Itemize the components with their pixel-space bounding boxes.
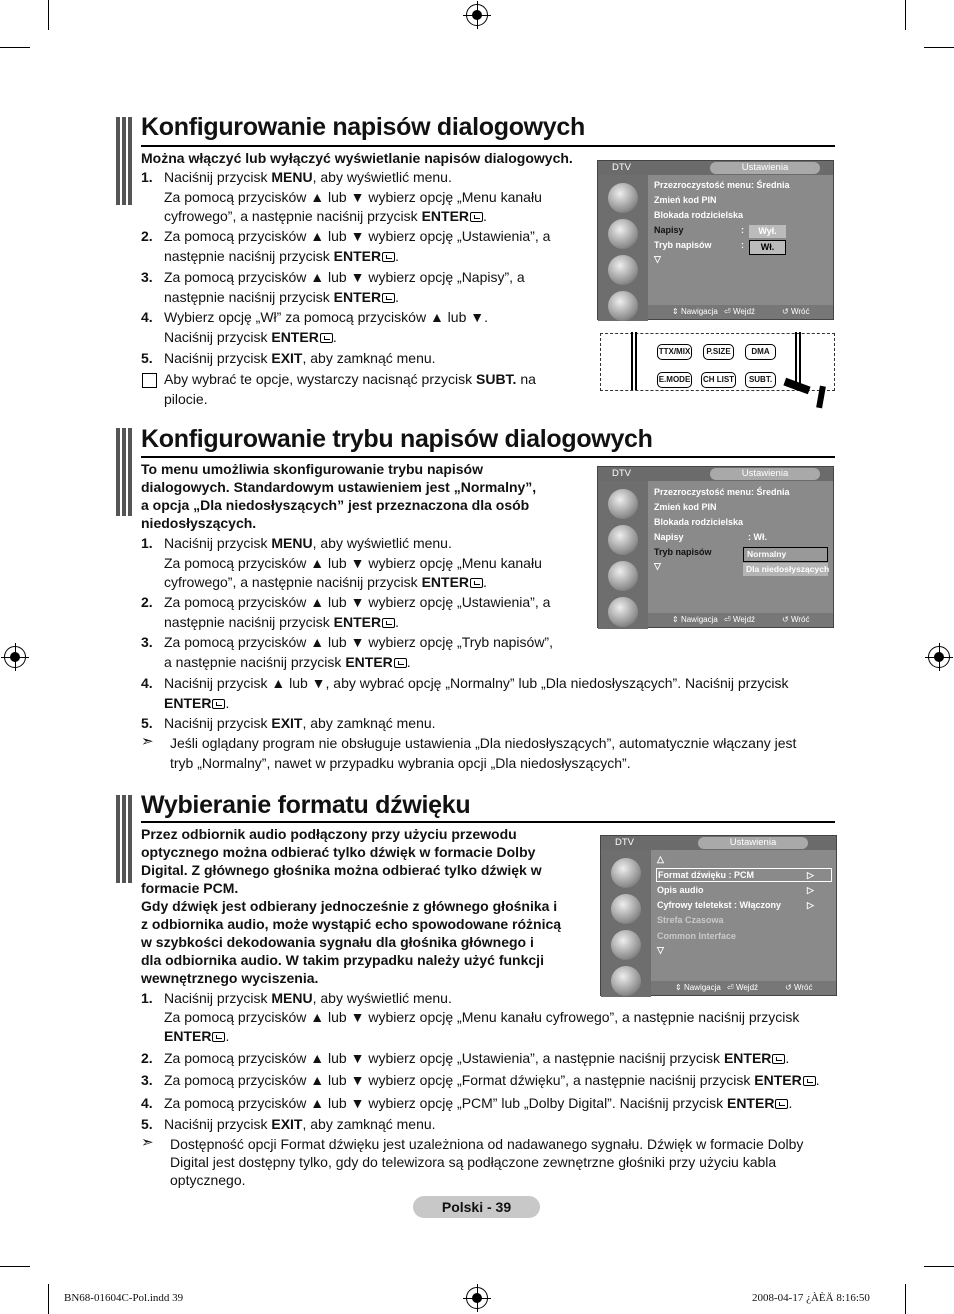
separator: : [741,240,744,250]
enter-icon [470,578,483,588]
menu-row[interactable]: Opis audio [657,885,704,895]
submenu-arrow-icon: ▷ [807,885,814,895]
menu-row-sound-format[interactable]: Format dźwięku : PCM [656,868,832,882]
crop-mark [905,1284,906,1314]
menu-row-disabled: Strefa Czasowa [657,915,724,925]
back-hint: ↺ Wróć [785,983,813,992]
enter-icon [394,658,407,668]
step-text: Za pomocą przycisków ▲ lub ▼ wybierz opcję „Menu kanału [164,188,542,205]
intro-line: optycznego można odbierać tylko dźwięk w formacie Dolby [141,844,536,860]
section-intro: Można włączyć lub wyłączyć wyświetlanie napisów dialogowych. [141,150,573,166]
antenna-icon [608,183,638,213]
menu-row-subtitles[interactable]: Napisy [654,225,684,235]
menu-title: Ustawienia [698,837,808,849]
page-number: Polski - 39 [413,1196,540,1218]
menu-row[interactable]: Przezroczystość menu: Średnia [654,180,790,190]
step-text: Naciśnij przycisk MENU, aby wyświetlić menu. [164,535,452,551]
note-line: tryb „Normalny”, nawet w przypadku wybrania opcji „Dla niedosłyszących”. [170,755,631,771]
registration-mark-icon [466,1287,488,1309]
back-hint: ↺ Wróć [782,307,810,316]
nav-hint: ⇕ Nawigacja [672,615,718,624]
menu-row[interactable]: Cyfrowy teletekst : Włączony [657,900,782,910]
enter-hint: ⏎ Wejdź [724,615,756,624]
menu-row[interactable]: Napisy [654,532,684,542]
note-line: pilocie. [164,391,208,407]
registration-mark-icon [4,646,26,668]
step-text: Naciśnij przycisk EXIT, aby zamknąć menu. [164,715,436,731]
step-text: następnie naciśnij przycisk ENTER . [164,247,399,264]
dtv-label: DTV [615,837,634,848]
emode-button[interactable]: E.MODE [657,372,692,388]
step-text: ENTER . [164,694,230,711]
step-text: Za pomocą przycisków ▲ lub ▼ wybierz opcję „Format dźwięku”, a następnie naciśnij przycisk ENTER . [164,1072,820,1088]
scroll-up-icon[interactable]: △ [657,854,664,864]
step-text: cyfrowego”, a następnie naciśnij przycisk ENTER . [164,574,487,590]
menu-row[interactable]: Zmień kod PIN [654,502,717,512]
step-text: następnie naciśnij przycisk ENTER . [164,288,399,305]
scroll-down-icon[interactable]: ▽ [657,945,664,955]
step-text: Naciśnij przycisk EXIT, aby zamknąć menu. [164,350,436,366]
crop-mark [0,47,30,48]
step-text: Naciśnij przycisk MENU, aby wyświetlić menu. [164,990,452,1006]
intro-line: Przez odbiornik audio podłączony przy użyciu przewodu [141,826,517,842]
print-info-right: 2008-04-17 ¿ÀÈÄ 8:16:50 [752,1292,870,1304]
note-line: Aby wybrać te opcje, wystarczy nacisnąć przycisk SUBT. na [164,371,536,387]
enter-icon [382,618,395,628]
submenu-arrow-icon: ▷ [807,870,814,880]
dtv-label: DTV [612,162,631,173]
step-text: Za pomocą przycisków ▲ lub ▼ wybierz opcję „PCM” lub „Dolby Digital”. Naciśnij przycisk ENTER . [164,1095,793,1111]
note-line: Digital jest dostępny tylko, gdy do telewizora są podłączone zewnętrzne głośniki przy użyciu kabla [170,1154,777,1170]
section-rule [141,821,835,823]
setup-gear-icon [608,561,638,591]
step-text: Za pomocą przycisków ▲ lub ▼ wybierz opcję „Menu kanału [164,554,542,571]
step-text: Wybierz opcję „Wł” za pomocą przycisków ▲ lub ▼. [164,309,489,325]
note-arrow-icon: ➣ [141,1134,154,1151]
scroll-down-icon[interactable]: ▽ [654,561,661,571]
dtv-label: DTV [612,468,631,479]
note-arrow-icon: ➣ [141,733,154,750]
crop-mark [924,47,954,48]
crop-mark [905,0,906,30]
enter-hint: ⏎ Wejdź [724,307,756,316]
step-text: następnie naciśnij przycisk ENTER . [164,613,399,630]
note-line: Jeśli oglądany program nie obsługuje ustawienia „Dla niedosłyszących”, automatycznie włączany jest [170,735,797,751]
step-text: Za pomocą przycisków ▲ lub ▼ wybierz opcję „Ustawienia”, a następnie naciśnij przycisk ENTER . [164,1050,790,1066]
menu-title: Ustawienia [710,468,820,480]
note-line: optycznego. [170,1172,246,1188]
enter-icon [382,252,395,262]
tv-menu-subtitles [597,160,834,320]
intro-line: w szybkości dekodowania sygnału dla głośnika głównego i [141,934,534,950]
step-number: 5. [141,350,153,366]
antenna-icon [611,858,641,888]
menu-row[interactable]: Blokada rodzicielska [654,517,744,527]
menu-row-subtitle-mode[interactable]: Tryb napisów [654,547,712,557]
step-number: 1. [141,535,153,551]
step-text: Naciśnij przycisk MENU, aby wyświetlić menu. [164,169,452,185]
step-text: Naciśnij przycisk ENTER . [164,328,337,345]
enter-icon [382,293,395,303]
step-text: Za pomocą przycisków ▲ lub ▼ wybierz opcję „Tryb napisów”, [164,634,553,650]
step-number: 3. [141,634,153,650]
option-on[interactable]: Wł. [749,240,786,255]
step-number: 4. [141,1095,153,1111]
step-number: 2. [141,594,153,610]
intro-line: formacie PCM. [141,880,239,896]
channel-icon [608,525,638,555]
psize-button[interactable]: P.SIZE [703,344,734,360]
channel-icon [608,219,638,249]
step-text: Za pomocą przycisków ▲ lub ▼ wybierz opcję „Ustawienia”, a [164,228,551,244]
section-marker [116,795,132,883]
tv-menu-sound-format [600,835,837,996]
enter-icon [803,1076,816,1086]
step-number: 5. [141,715,153,731]
note-icon [142,373,157,388]
subtitles-value: : Wł. [748,532,767,542]
intro-line: dialogowych. Standardowym ustawieniem jest „Normalny”, [141,479,537,495]
crop-mark [48,1284,49,1314]
step-text: ENTER . [164,1028,230,1044]
input-icon [608,597,638,627]
enter-icon [320,333,333,343]
menu-row[interactable]: Blokada rodzicielska [654,210,744,220]
submenu-arrow-icon: ▷ [807,900,814,910]
input-icon [608,291,638,321]
intro-line: niedosłyszących. [141,515,257,531]
step-number: 2. [141,1050,153,1066]
antenna-icon [608,489,638,519]
section-rule [141,456,835,458]
enter-hint: ⏎ Wejdź [727,983,759,992]
menu-row-disabled: Common Interface [657,931,737,941]
ttx-mix-button[interactable]: TTX/MIX [657,344,692,360]
intro-line: Digital. Z głównego głośnika można odbierać tylko dźwięk w [141,862,542,878]
step-number: 1. [141,990,153,1006]
note-line: Dostępność opcji Format dźwięku jest uzależniona od nadawanego sygnału. Dźwięk w formacie Dolby [170,1136,804,1152]
step-number: 1. [141,169,153,185]
enter-icon [212,1032,225,1042]
step-text: Za pomocą przycisków ▲ lub ▼ wybierz opcję „Menu kanału cyfrowego”, a następnie naciśnij przycisk [164,1009,800,1025]
tv-menu-subtitle-mode [597,466,834,628]
step-number: 2. [141,228,153,244]
step-number: 4. [141,675,153,691]
option-off[interactable]: Wył. [749,225,786,238]
intro-line: dla odbiornika audio. W takim przypadku należy użyć funkcji [141,952,544,968]
crop-mark [0,1266,30,1267]
crop-mark [48,0,49,30]
enter-icon [775,1099,788,1109]
dma-button[interactable]: DMA [745,344,776,360]
enter-icon [470,212,483,222]
registration-mark-icon [466,4,488,26]
section-marker [116,117,132,205]
intro-line: a opcja „Dla niedosłyszących” jest przeznaczona dla osób [141,497,530,513]
nav-hint: ⇕ Nawigacja [672,307,718,316]
step-text: cyfrowego”, a następnie naciśnij przycisk ENTER . [164,208,487,224]
print-info-left: BN68-01604C-Pol.indd 39 [64,1292,184,1304]
menu-title: Ustawienia [710,162,820,174]
enter-icon [772,1054,785,1064]
crop-mark [924,1266,954,1267]
step-number: 5. [141,1116,153,1132]
enter-icon [212,699,225,709]
intro-line: z odbiornika audio, może wystąpić echo spowodowane różnicą [141,916,562,932]
intro-line: wewnętrznego wyciszenia. [141,970,319,986]
setup-gear-icon [608,255,638,285]
step-number: 3. [141,269,153,285]
subt-button[interactable]: SUBT. [745,372,776,388]
menu-row[interactable]: Tryb napisów [654,240,712,250]
step-text: Za pomocą przycisków ▲ lub ▼ wybierz opcję „Napisy”, a [164,269,525,285]
section-title: Konfigurowanie trybu napisów dialogowych [141,425,653,453]
back-hint: ↺ Wróć [782,615,810,624]
step-text: a następnie naciśnij przycisk ENTER . [164,653,411,670]
menu-row[interactable]: Przezroczystość menu: Średnia [654,487,790,497]
input-icon [611,966,641,996]
section-marker [116,428,132,516]
step-number: 3. [141,1072,153,1088]
registration-mark-icon [928,646,950,668]
intro-line: To menu umożliwia skonfigurowanie trybu napisów [141,461,483,477]
nav-hint: ⇕ Nawigacja [675,983,721,992]
scroll-down-icon[interactable]: ▽ [654,254,661,264]
chlist-button[interactable]: CH LIST [701,372,736,388]
menu-row[interactable]: Zmień kod PIN [654,195,717,205]
separator: : [741,225,744,235]
step-text: Naciśnij przycisk EXIT, aby zamknąć menu. [164,1116,436,1132]
section-title: Wybieranie formatu dźwięku [141,791,471,819]
section-title: Konfigurowanie napisów dialogowych [141,113,585,141]
setup-gear-icon [611,930,641,960]
step-text: Naciśnij przycisk ▲ lub ▼, aby wybrać opcję „Normalny” lub „Dla niedosłyszących”. Naciśnij przycisk [164,675,789,691]
remote-edge [631,332,637,390]
step-number: 4. [141,309,153,325]
option-hearing-impaired[interactable]: Dla niedosłyszących [743,563,828,576]
channel-icon [611,894,641,924]
step-text: Za pomocą przycisków ▲ lub ▼ wybierz opcję „Ustawienia”, a [164,594,551,610]
section-rule [141,145,835,147]
intro-line: Gdy dźwięk jest odbierany jednocześnie z głównego głośnika i [141,898,558,914]
option-normal[interactable]: Normalny [743,547,828,562]
